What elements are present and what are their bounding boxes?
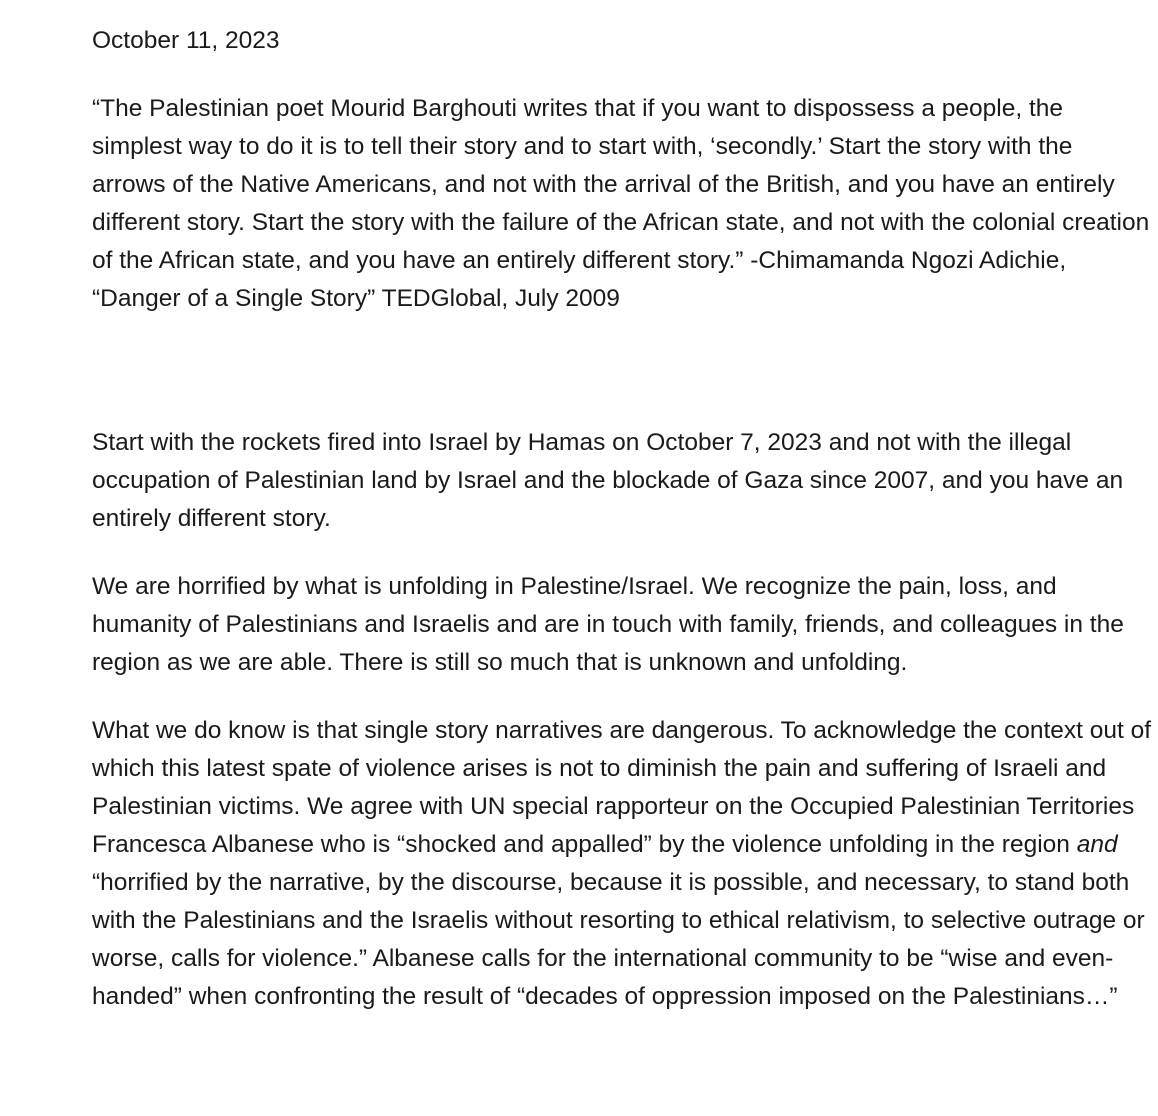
- paragraph-single-story: Start with the rockets fired into Israel by Hamas on October 7, 2023 and not with the illegal occupation of Palestinian land by Israel and the blockade of Gaza since 2007, and you have an entirely different story.: [92, 429, 1124, 532]
- document-body: [92, 22, 1152, 1046]
- paragraph-text-part-1: What we do know is that single story narratives are dangerous. To acknowledge the context out of which this latest spate of violence arises is not to diminish the pain and suffering of Israeli and Palestinian victims. We agree with UN special rapporteur on the Occupied Palestinian Territories Francesca Albanese who is “shocked and appalled” by the violence unfolding in the region: [92, 717, 1152, 858]
- opening-quote: “The Palestinian poet Mourid Barghouti writes that if you want to dispossess a people, the simplest way to do it is to tell their story and to start with, ‘secondly.’ Start the story with the arrows of the Native Americans, and not with the arrival of the British, and you have an entirely different story. Start the story with the failure of the African state, and not with the colonial creation of the African state, and you have an entirely different story.” -Chimamanda Ngozi Adichie, “Danger of a Single Story” TEDGlobal, July 2009: [92, 95, 1150, 312]
- paragraph-what-we-know: [92, 712, 1152, 1016]
- document-date: October 11, 2023: [92, 27, 280, 54]
- paragraph-horrified: We are horrified by what is unfolding in Palestine/Israel. We recognize the pain, loss, and humanity of Palestinians and Israelis and are in touch with family, friends, and colleagues in the region as we are able. There is still so much that is unknown and unfolding.: [92, 573, 1124, 676]
- paragraph-text-part-2: “horrified by the narrative, by the discourse, because it is possible, and necessary, to stand both with the Palestinians and the Israelis without resorting to ethical relativism, to selective outrage or worse, calls for violence.” Albanese calls for the international community to be “wise and even-handed” when confronting the result of “decades of oppression imposed on the Palestinians…”: [92, 869, 1145, 1010]
- emphasis-and: and: [1076, 831, 1118, 858]
